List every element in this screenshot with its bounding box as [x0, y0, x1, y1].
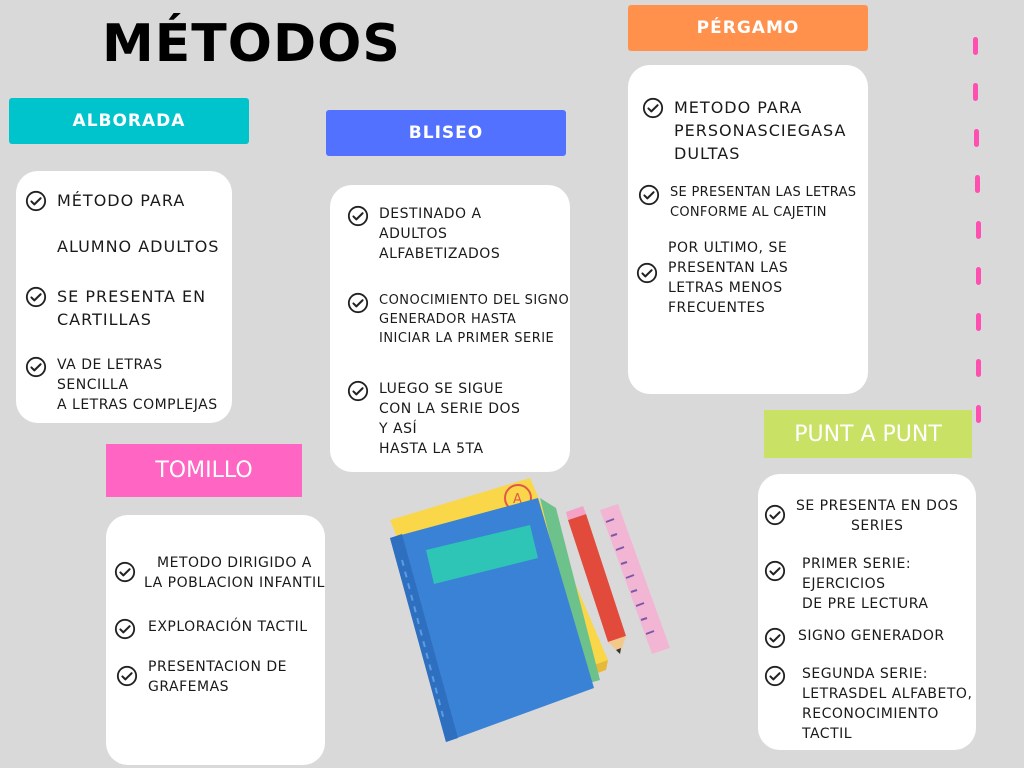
punt-a-punt-item-text: SE PRESENTA EN DOS SERIES [796, 498, 959, 534]
circle-check-icon [764, 665, 786, 687]
alborada-card [16, 171, 232, 423]
circle-check-icon [114, 618, 136, 640]
dash-segment [973, 83, 978, 101]
pergamo-item-text: METODO PARA PERSONASCIEGASA DULTAS [674, 98, 847, 163]
dash-segment [976, 313, 981, 331]
alborada-item [25, 355, 218, 415]
circle-check-icon [25, 356, 47, 378]
tomillo-label [106, 444, 302, 497]
alborada-item [25, 189, 219, 258]
notebook-pencil-illustration [380, 470, 680, 755]
circle-check-icon [25, 286, 47, 308]
punt-a-punt-item [764, 496, 958, 536]
circle-check-icon [347, 292, 369, 314]
circle-check-icon [764, 504, 786, 526]
punt-a-punt-item-text: SIGNO GENERADOR [798, 628, 945, 644]
punt-a-punt-item [764, 626, 945, 649]
bliseo-item [347, 291, 569, 348]
bliseo-item-text: CONOCIMIENTO DEL SIGNO GENERADOR HASTA INICIAR LA PRIMER SERIE [379, 293, 570, 346]
dash-segment [975, 175, 980, 193]
circle-check-icon [347, 205, 369, 227]
page-title: MÉTODOS [102, 14, 401, 74]
tomillo-item [114, 553, 325, 593]
dash-segment [976, 221, 981, 239]
alborada-item-text: SE PRESENTA EN CARTILLAS [57, 287, 207, 329]
pergamo-item-text: POR ULTIMO, SE PRESENTAN LAS LETRAS MENOS FRECUENTES [668, 240, 789, 316]
tomillo-item-text: PRESENTACION DE GRAFEMAS [148, 659, 287, 695]
pergamo-label [628, 5, 868, 51]
pergamo-item [642, 96, 846, 165]
punt-a-punt-label [764, 410, 972, 458]
punt-a-punt-card [758, 474, 976, 750]
circle-check-icon [764, 560, 786, 582]
tomillo-card [106, 515, 325, 765]
bliseo-item-text: DESTINADO A ADULTOS ALFABETIZADOS [379, 206, 501, 262]
dash-segment [974, 129, 979, 147]
pergamo-card [628, 65, 868, 394]
circle-check-icon [347, 380, 369, 402]
circle-check-icon [116, 665, 138, 687]
pergamo-item-text: SE PRESENTAN LAS LETRAS CONFORME AL CAJETIN [670, 185, 857, 220]
dash-segment [976, 267, 981, 285]
circle-check-icon [636, 262, 658, 284]
tomillo-label-text: TOMILLO [155, 458, 253, 483]
punt-a-punt-item-text: PRIMER SERIE: EJERCICIOS DE PRE LECTURA [802, 556, 929, 612]
alborada-item-text: MÉTODO PARA ALUMNO ADULTOS [57, 191, 220, 256]
dash-segment [976, 359, 981, 377]
grade-stamp-letter: A [513, 492, 522, 507]
punt-a-punt-item [764, 554, 929, 614]
bliseo-item-text: LUEGO SE SIGUE CON LA SERIE DOS Y ASÍ HASTA LA 5TA [379, 381, 521, 457]
dash-segment [973, 37, 978, 55]
pergamo-item [636, 238, 788, 318]
pergamo-item [638, 183, 856, 223]
circle-check-icon [642, 97, 664, 119]
bliseo-item [347, 204, 500, 264]
punt-a-punt-item-text: SEGUNDA SERIE: LETRASDEL ALFABETO, RECONOCIMIENTO TACTIL [802, 666, 973, 742]
blue-notebook [390, 498, 594, 742]
bliseo-card [330, 185, 570, 472]
bliseo-label-text: BLISEO [408, 123, 484, 143]
alborada-label-text: ALBORADA [72, 111, 186, 131]
tomillo-item-text: METODO DIRIGIDO A LA POBLACION INFANTIL [144, 555, 325, 591]
tomillo-item [114, 617, 308, 640]
tomillo-item-text: EXPLORACIÓN TACTIL [148, 619, 308, 635]
circle-check-icon [638, 184, 660, 206]
tomillo-item [116, 657, 287, 697]
bliseo-label [326, 110, 566, 156]
circle-check-icon [25, 190, 47, 212]
pergamo-label-text: PÉRGAMO [696, 18, 800, 38]
alborada-item-text: VA DE LETRAS SENCILLA A LETRAS COMPLEJAS [57, 357, 218, 413]
circle-check-icon [114, 561, 136, 583]
alborada-item [25, 285, 206, 331]
punt-a-punt-item [764, 664, 972, 744]
punt-a-punt-label-text: PUNT A PUNT [794, 421, 942, 447]
dash-segment [976, 405, 981, 423]
alborada-label [9, 98, 249, 144]
bliseo-item [347, 379, 520, 459]
circle-check-icon [764, 627, 786, 649]
